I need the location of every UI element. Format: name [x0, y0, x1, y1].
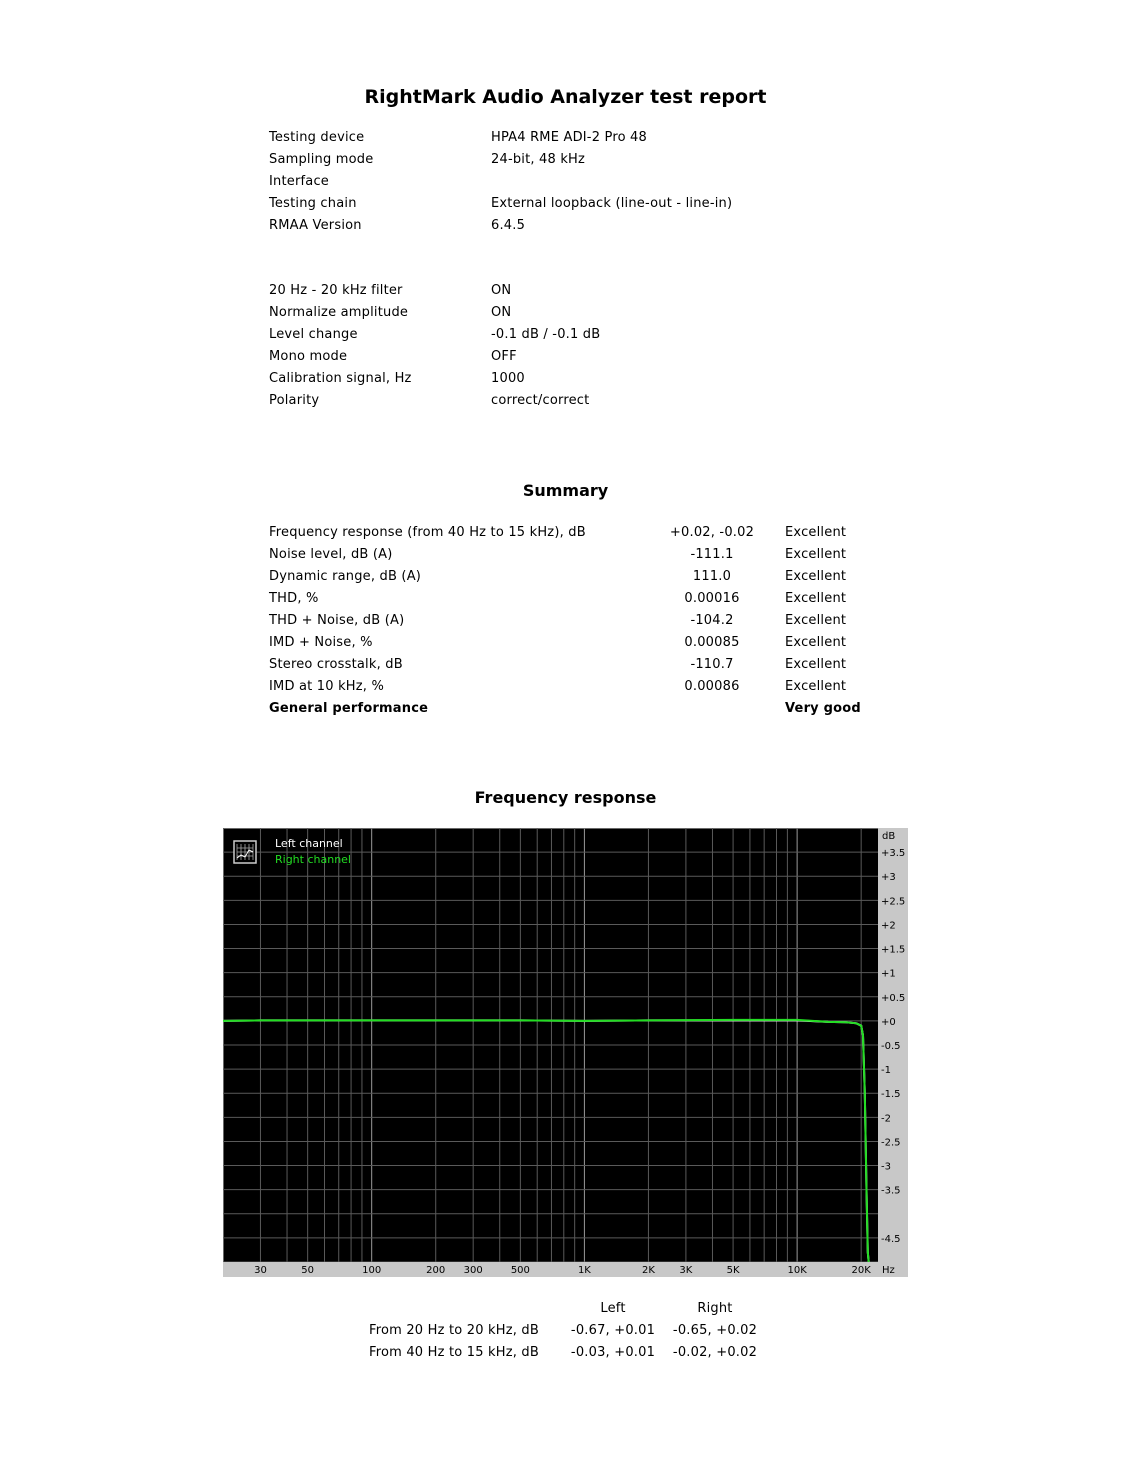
y-tick-label: +2 [881, 920, 896, 932]
setting-value: 1000 [491, 371, 525, 386]
setting-row [269, 368, 869, 390]
table-cell: -0.03, +0.01 [570, 1345, 656, 1360]
y-tick-label: +2.5 [881, 896, 906, 908]
y-tick-label: -2 [881, 1113, 891, 1125]
summary-row [269, 522, 869, 544]
summary-label: IMD at 10 kHz, % [269, 679, 385, 694]
summary-table [269, 522, 869, 720]
chart-title: Frequency response [474, 788, 657, 807]
general-performance-row [269, 698, 869, 720]
report-title: RightMark Audio Analyzer test report [364, 86, 767, 108]
general-performance-label: General performance [269, 701, 429, 716]
setting-value: ON [491, 283, 512, 298]
info-key: Sampling mode [269, 152, 374, 167]
y-tick-label: +1.5 [881, 944, 906, 956]
y-tick-label: -3.5 [881, 1185, 901, 1197]
frequency-response-chart [223, 828, 908, 1277]
table-row [369, 1320, 789, 1342]
summary-rating: Excellent [785, 635, 847, 650]
setting-key: Normalize amplitude [269, 305, 409, 320]
frequency-response-svg [223, 828, 908, 1277]
y-tick-label: -2.5 [881, 1137, 901, 1149]
x-tick-label: 3K [679, 1265, 693, 1276]
legend-left-channel: Left channel [275, 837, 343, 850]
summary-row [269, 676, 869, 698]
summary-label: Stereo crosstalk, dB [269, 657, 403, 672]
setting-key: Mono mode [269, 349, 348, 364]
x-tick-label: 200 [426, 1265, 446, 1276]
y-tick-label: -1 [881, 1065, 891, 1077]
general-performance-rating: Very good [785, 701, 861, 716]
info-row [269, 127, 869, 149]
setting-row [269, 390, 869, 412]
info-key: Testing chain [269, 196, 357, 211]
info-value: 24-bit, 48 kHz [491, 152, 586, 167]
summary-value: 111.0 [692, 569, 732, 584]
info-row [269, 193, 869, 215]
setting-row [269, 324, 869, 346]
summary-value: 0.00086 [684, 679, 740, 694]
summary-label: Frequency response (from 40 Hz to 15 kHz), dB [269, 525, 586, 540]
x-tick-label: 300 [463, 1265, 483, 1276]
info-key: RMAA Version [269, 218, 362, 233]
summary-value: -104.2 [690, 613, 734, 628]
setting-value: correct/correct [491, 393, 590, 408]
table-row [369, 1342, 789, 1364]
setting-row [269, 346, 869, 368]
chart-background [223, 828, 908, 1277]
summary-label: THD + Noise, dB (A) [269, 613, 405, 628]
x-tick-label: 50 [301, 1265, 315, 1276]
setting-value: ON [491, 305, 512, 320]
y-tick-label: +3 [881, 872, 896, 884]
summary-row [269, 610, 869, 632]
info-row [269, 171, 869, 193]
setting-value: OFF [491, 349, 517, 364]
summary-rating: Excellent [785, 569, 847, 584]
y-tick-label: +0.5 [881, 992, 906, 1004]
summary-label: Noise level, dB (A) [269, 547, 393, 562]
x-tick-label: 30 [254, 1265, 267, 1276]
info-value: 6.4.5 [491, 218, 526, 233]
y-tick-label: -3 [881, 1161, 891, 1173]
y-tick-label: +0 [881, 1016, 896, 1028]
summary-rating: Excellent [785, 591, 847, 606]
setting-key: Calibration signal, Hz [269, 371, 412, 386]
chart-icon [234, 841, 256, 863]
device-info-list [269, 127, 869, 237]
setting-key: 20 Hz - 20 kHz filter [269, 283, 403, 298]
summary-row [269, 654, 869, 676]
y-tick-label: +1 [881, 968, 896, 980]
x-tick-label: 10K [787, 1265, 807, 1276]
info-key: Testing device [269, 130, 365, 145]
summary-label: IMD + Noise, % [269, 635, 373, 650]
y-tick-label: +3.5 [881, 848, 906, 860]
y-tick-label: -1.5 [881, 1089, 901, 1101]
legend-right-channel: Right channel [275, 853, 351, 866]
setting-key: Level change [269, 327, 358, 342]
summary-value: -111.1 [690, 547, 734, 562]
summary-rating: Excellent [785, 525, 847, 540]
summary-title: Summary [522, 481, 609, 500]
info-row [269, 215, 869, 237]
summary-rating: Excellent [785, 613, 847, 628]
info-row [269, 149, 869, 171]
y-tick-label: -0.5 [881, 1041, 901, 1052]
summary-value: -110.7 [690, 657, 734, 672]
setting-value: -0.1 dB / -0.1 dB [491, 327, 601, 342]
setting-key: Polarity [269, 393, 320, 408]
summary-row [269, 566, 869, 588]
x-unit-label: Hz [882, 1265, 895, 1276]
table-cell: -0.02, +0.02 [672, 1345, 758, 1360]
info-key: Interface [269, 174, 330, 189]
summary-row [269, 632, 869, 654]
summary-value: +0.02, -0.02 [669, 525, 755, 540]
frequency-response-table [369, 1298, 789, 1364]
settings-list [269, 280, 869, 412]
summary-row [269, 588, 869, 610]
x-tick-label: 2K [641, 1265, 655, 1276]
summary-label: THD, % [269, 591, 319, 606]
summary-row [269, 544, 869, 566]
table-cell: -0.67, +0.01 [570, 1323, 656, 1338]
x-tick-label: 1K [577, 1265, 591, 1276]
table-header-left: Left [600, 1301, 626, 1316]
table-header-right: Right [697, 1301, 733, 1316]
summary-rating: Excellent [785, 679, 847, 694]
x-tick-label: 20K [851, 1265, 871, 1276]
summary-label: Dynamic range, dB (A) [269, 569, 422, 584]
summary-rating: Excellent [785, 657, 847, 672]
summary-rating: Excellent [785, 547, 847, 562]
table-cell: From 20 Hz to 20 kHz, dB [369, 1323, 539, 1338]
table-cell: -0.65, +0.02 [672, 1323, 758, 1338]
x-tick-label: 100 [362, 1265, 382, 1276]
info-value: External loopback (line-out - line-in) [491, 196, 733, 211]
setting-row [269, 302, 869, 324]
table-cell: From 40 Hz to 15 kHz, dB [369, 1345, 539, 1360]
y-tick-label: -4.5 [881, 1233, 901, 1245]
summary-value: 0.00016 [684, 591, 740, 606]
info-value: HPA4 RME ADI-2 Pro 48 [491, 130, 648, 145]
y-unit-label: dB [882, 831, 896, 842]
setting-row [269, 280, 869, 302]
x-tick-label: 500 [510, 1265, 530, 1276]
table-header-row [369, 1298, 789, 1320]
x-tick-label: 5K [726, 1265, 740, 1276]
summary-value: 0.00085 [684, 635, 740, 650]
